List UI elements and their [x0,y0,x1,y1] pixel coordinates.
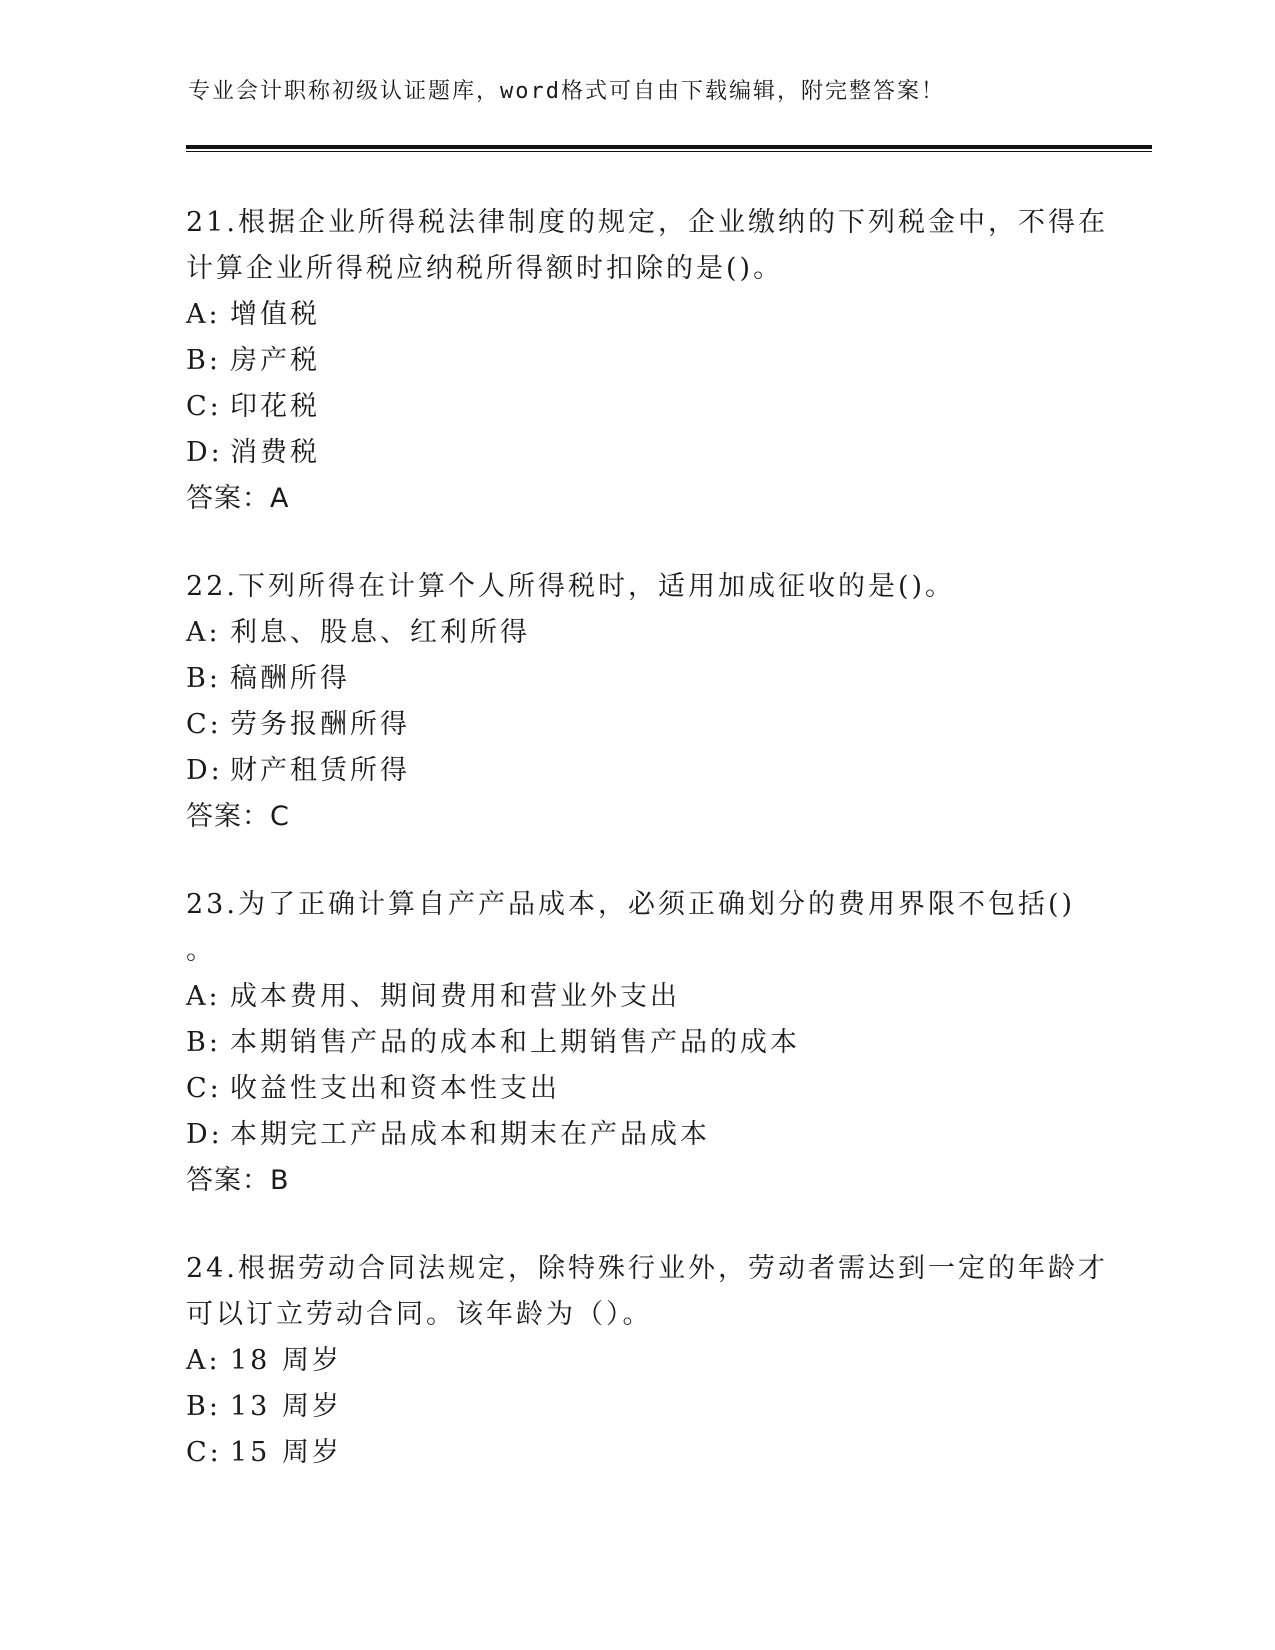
option-label: D: [186,437,223,468]
option-text: 本期完工产品成本和期末在产品成本 [230,1119,710,1150]
question-text-line: 计算企业所得税应纳税所得额时扣除的是()。 [186,253,784,284]
question-24 [186,1246,1108,1476]
option-label: A: [186,617,221,648]
question-text-line: 23.为了正确计算自产产品成本，必须正确划分的费用界限不包括() [186,889,1076,920]
option-text: 13 周岁 [230,1391,342,1422]
question-text-line: 可以订立劳动合同。该年龄为（）。 [186,1299,653,1330]
option-label: C: [186,1073,222,1104]
option-text: 财产租赁所得 [230,755,410,786]
option-text: 房产税 [230,345,320,376]
option-label: C: [186,1437,222,1468]
answer-text: 答案：C [186,801,290,832]
question-text-line: 22.下列所得在计算个人所得税时，适用加成征收的是()。 [186,571,956,602]
option-c [186,384,1086,430]
option-d [186,748,1086,794]
option-b [186,338,1086,384]
option-a [186,610,1086,656]
page-header-text: 专业会计职称初级认证题库，word格式可自由下载编辑，附完整答案！ [188,79,945,104]
option-b [186,1020,1086,1066]
answer-text: 答案：B [186,1165,290,1196]
question-text-line: 24.根据劳动合同法规定，除特殊行业外，劳动者需达到一定的年龄才 [186,1253,1108,1284]
option-label: D: [186,1119,223,1150]
option-a [186,1338,1086,1384]
option-b [186,1384,1086,1430]
option-c [186,1430,1086,1476]
option-c [186,1066,1086,1112]
option-a [186,974,1086,1020]
answer-text: 答案：A [186,483,290,514]
option-label: A: [186,299,221,330]
option-label: B: [186,663,221,694]
option-text: 成本费用、期间费用和营业外支出 [230,981,680,1012]
option-label: A: [186,1345,221,1376]
question-22 [186,564,1086,840]
option-label: B: [186,345,221,376]
option-label: B: [186,1391,221,1422]
option-text: 增值税 [230,299,320,330]
option-label: C: [186,709,222,740]
option-d [186,430,1086,476]
option-label: B: [186,1027,221,1058]
option-text: 18 周岁 [230,1345,342,1376]
option-text: 劳务报酬所得 [230,709,410,740]
option-label: C: [186,391,222,422]
option-label: D: [186,755,223,786]
question-21 [186,200,1108,522]
header-rule-thick [186,145,1152,149]
option-text: 稿酬所得 [230,663,350,694]
question-list [186,200,1108,1518]
option-d [186,1112,1086,1158]
option-text: 利息、股息、红利所得 [230,617,530,648]
header-rule-thin [186,151,1152,152]
question-23 [186,882,1086,1204]
option-text: 消费税 [230,437,320,468]
option-a [186,292,1086,338]
question-text-line: 。 [186,935,216,966]
question-text-line: 21.根据企业所得税法律制度的规定，企业缴纳的下列税金中，不得在 [186,207,1108,238]
option-text: 印花税 [230,391,320,422]
option-b [186,656,1086,702]
option-text: 收益性支出和资本性支出 [230,1073,560,1104]
option-text: 15 周岁 [230,1437,342,1468]
option-label: A: [186,981,221,1012]
option-c [186,702,1086,748]
option-text: 本期销售产品的成本和上期销售产品的成本 [230,1027,800,1058]
